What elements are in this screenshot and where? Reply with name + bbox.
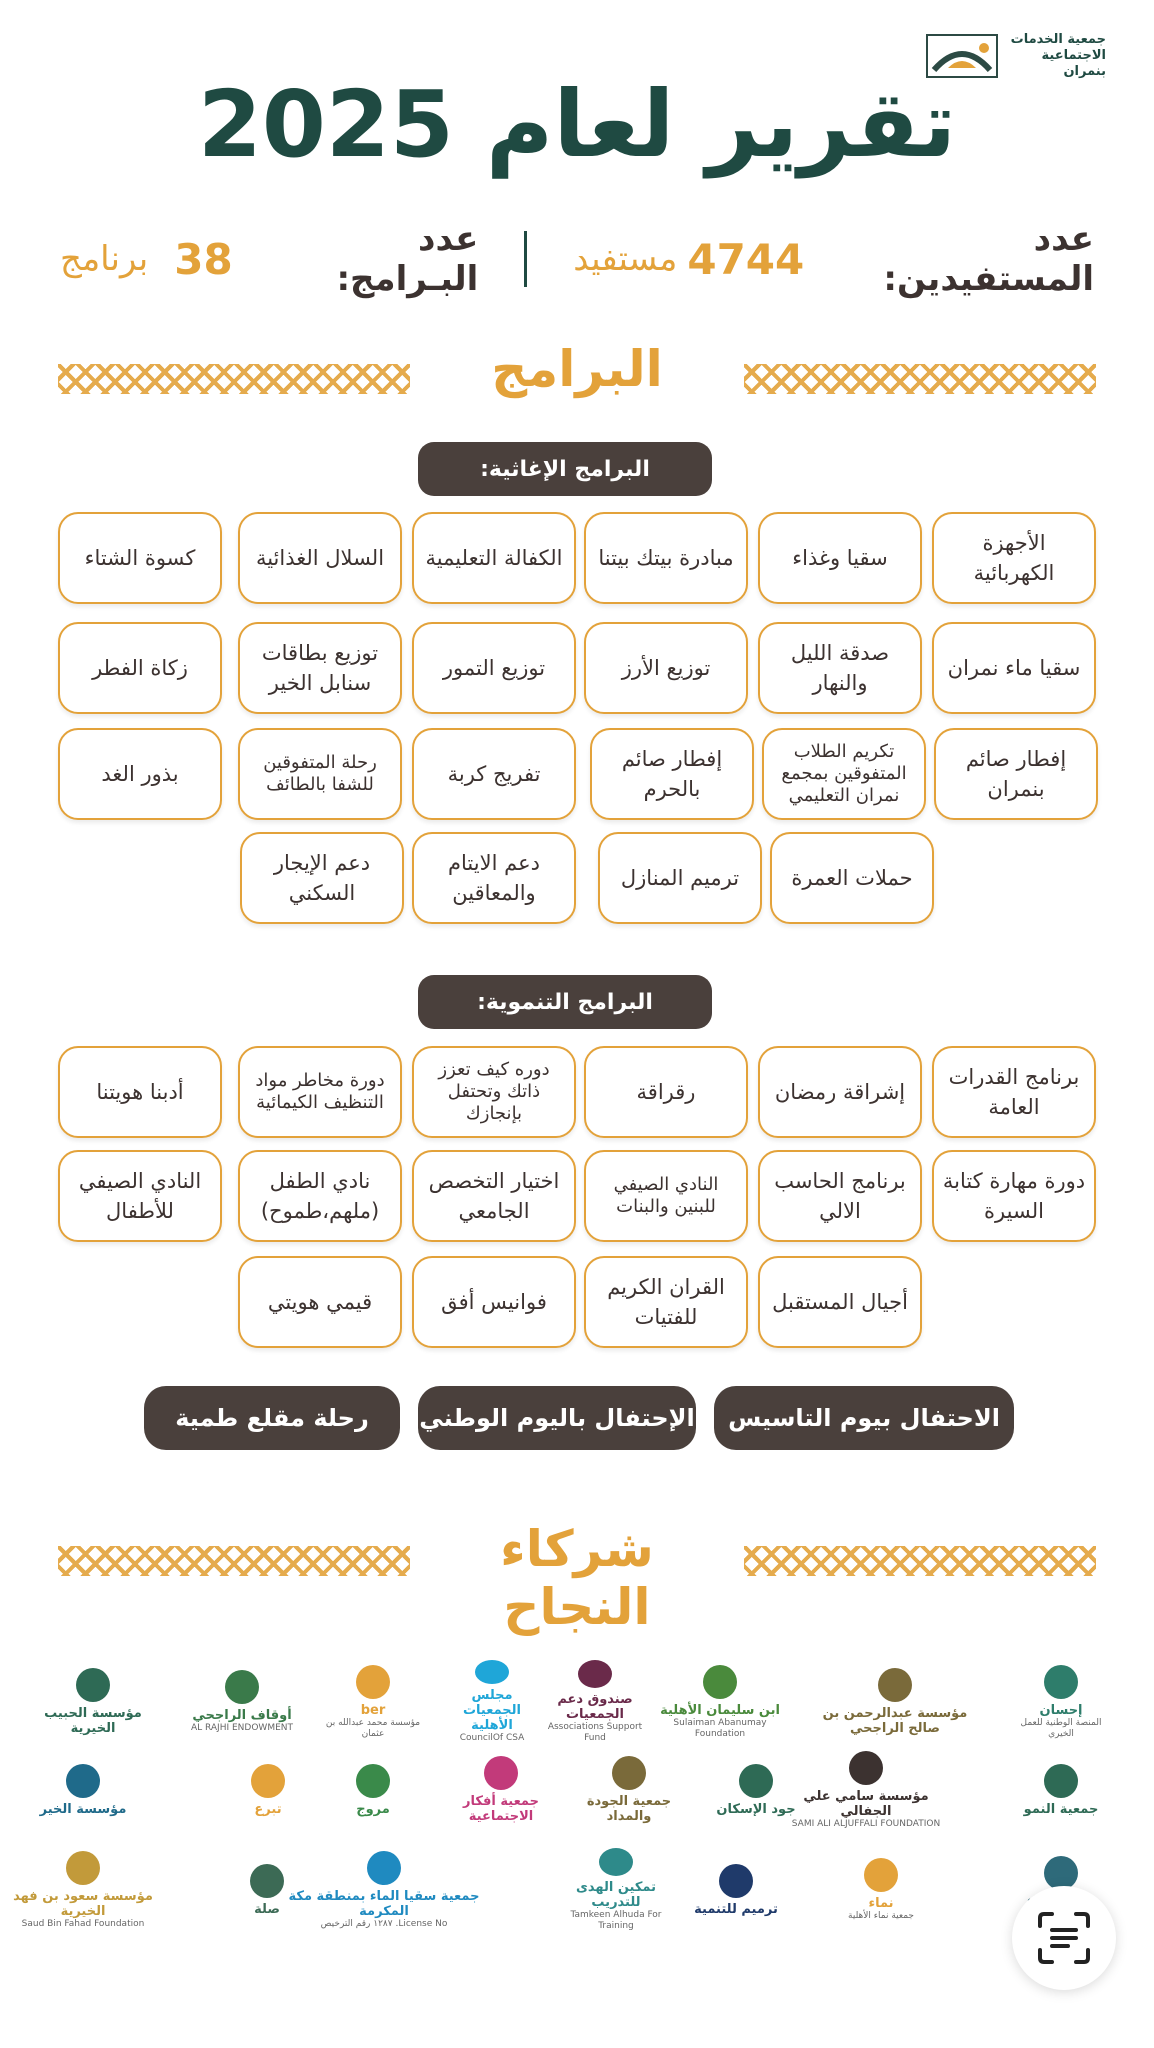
development-program-tile: قيمي هويتي <box>238 1256 402 1348</box>
partner-logo <box>182 1660 302 1744</box>
partner-logo <box>696 1748 816 1832</box>
partner-logo <box>212 1848 322 1932</box>
partner-logo <box>540 1660 650 1744</box>
relief-program-tile: الأجهزة الكهربائية <box>932 512 1096 604</box>
programs-count-unit: برنامج <box>60 239 149 279</box>
partner-name: جمعية سقيا الماء بمنطقة مكة المكرمة <box>288 1888 480 1919</box>
partner-subtitle: Sulaiman Abanumay Foundation <box>673 1717 767 1739</box>
partner-logo-icon <box>612 1756 646 1790</box>
partner-name: مؤسسة عبدالرحمن بن صالح الراجحي <box>822 1706 968 1736</box>
partner-logo-icon <box>66 1851 100 1885</box>
partner-subtitle: Associations Support Fund <box>547 1722 643 1743</box>
programs-count-label: عدد البـرامج: <box>336 219 479 299</box>
stats-row <box>60 219 1094 299</box>
page-title: تقرير لعام 2025 <box>197 71 957 178</box>
partner-logo-icon <box>878 1668 912 1702</box>
partner-name: ber <box>360 1702 386 1718</box>
partner-subtitle: المنصة الوطنية للعمل الخيري <box>1020 1717 1102 1739</box>
relief-program-tile: زكاة الفطر <box>58 622 222 714</box>
partner-logo-icon <box>864 1858 898 1892</box>
beneficiaries-label: عدد المستفيدين: <box>883 219 1094 299</box>
partner-logo-icon <box>739 1764 773 1798</box>
relief-program-tile: رحلة المتفوقين للشفا بالطائف <box>238 728 402 820</box>
partner-logo-icon <box>76 1668 110 1702</box>
relief-program-tile: حملات العمرة <box>770 832 934 924</box>
partner-logo-icon <box>703 1665 737 1699</box>
event-trip: رحلة مقلع طمية <box>144 1386 400 1450</box>
partner-logo-icon <box>599 1848 633 1876</box>
partner-subtitle: مؤسسة محمد عبدالله بن عثمان <box>325 1717 421 1739</box>
development-program-tile: دوره كيف تعزز ذاتك وتحتفل بإنجازك <box>412 1046 576 1138</box>
relief-program-tile: سقيا ماء نمران <box>932 622 1096 714</box>
partner-subtitle: License No. ١٢٨٧ رقم الترخيص <box>320 1918 448 1929</box>
partner-logo-icon <box>719 1864 753 1898</box>
partner-logo-icon <box>356 1665 390 1699</box>
partner-logo-icon <box>1044 1764 1078 1798</box>
partner-logo <box>318 1660 428 1744</box>
ornament-left-2 <box>58 1546 410 1576</box>
partner-logo <box>1016 1748 1106 1832</box>
development-program-tile: اختيار التخصص الجامعي <box>412 1150 576 1242</box>
partner-logo <box>820 1660 970 1744</box>
beneficiaries-unit: مستفيد <box>573 239 678 279</box>
beneficiaries-value: 4744 <box>687 234 805 284</box>
partner-logo-icon <box>849 1751 883 1785</box>
partner-logo-icon <box>578 1660 612 1688</box>
relief-program-tile: سقيا وغذاء <box>758 512 922 604</box>
relief-program-tile: السلال الغذائية <box>238 512 402 604</box>
programs-heading: البرامج <box>491 340 663 398</box>
partner-logo <box>574 1748 684 1832</box>
partner-logo <box>650 1660 790 1744</box>
relief-program-tile: مبادرة بيتك بيتنا <box>584 512 748 604</box>
scan-text-button[interactable] <box>1012 1886 1116 1990</box>
relief-program-tile: توزيع بطاقات سنابل الخير <box>238 622 402 714</box>
partner-name: أوقاف الراجحي <box>192 1708 292 1723</box>
partner-name: مؤسسة سعود بن فهد الخيرية <box>13 1888 153 1919</box>
partner-logo <box>1016 1660 1106 1744</box>
partner-name: ابن سليمان الأهلية <box>660 1702 780 1718</box>
partner-logo <box>318 1748 428 1832</box>
partner-logo-icon <box>225 1670 259 1704</box>
stats-divider <box>524 231 527 287</box>
partner-logo-icon <box>475 1660 509 1684</box>
development-program-tile: دورة مهارة كتابة السيرة <box>932 1150 1096 1242</box>
partner-logo <box>28 1660 158 1744</box>
ornament-right <box>744 364 1096 394</box>
relief-heading: البرامج الإغاثية: <box>418 442 712 496</box>
relief-program-tile: الكفالة التعليمية <box>412 512 576 604</box>
partner-logo-icon <box>367 1851 401 1885</box>
partner-name: صندوق دعم الجمعيات <box>557 1692 633 1722</box>
development-program-tile: أدبنا هويتنا <box>58 1046 222 1138</box>
partner-subtitle: Saud Bin Fahad Foundation <box>21 1918 145 1929</box>
partner-subtitle: AL RAJHI ENDOWMENT <box>190 1723 294 1733</box>
partner-subtitle: SAMI ALI ALJUFFALI FOUNDATION <box>791 1818 941 1829</box>
partner-name: جود الإسكان <box>716 1801 796 1817</box>
relief-program-tile: توزيع الأرز <box>584 622 748 714</box>
partner-logo <box>442 1660 542 1744</box>
org-name-line2: الاجتماعية بنمران <box>1041 48 1106 79</box>
development-program-tile: برنامج القدرات العامة <box>932 1046 1096 1138</box>
relief-program-tile: دعم الايتام والمعاقين <box>412 832 576 924</box>
partner-logo-icon <box>356 1764 390 1798</box>
partner-logo <box>8 1848 158 1932</box>
development-program-tile: دورة مخاطر مواد التنظيف الكيمائية <box>238 1046 402 1138</box>
relief-program-tile: بذور الغد <box>58 728 222 820</box>
partner-name: إحسان <box>1039 1702 1083 1718</box>
scan-text-icon <box>1036 1910 1092 1966</box>
relief-program-tile: ترميم المنازل <box>598 832 762 924</box>
relief-program-tile: صدقة الليل والنهار <box>758 622 922 714</box>
partner-name: جمعية النمو <box>1023 1801 1099 1817</box>
development-program-tile: أجيال المستقبل <box>758 1256 922 1348</box>
development-program-tile: النادي الصيفي للبنين والبنات <box>584 1150 748 1242</box>
development-program-tile: النادي الصيفي للأطفال <box>58 1150 222 1242</box>
partner-name: تمكين الهدى للتدريب <box>575 1880 657 1910</box>
partner-logo-icon <box>251 1764 285 1798</box>
development-program-tile: إشراقة رمضان <box>758 1046 922 1138</box>
partner-logo-icon <box>484 1756 518 1790</box>
ornament-left <box>58 364 410 394</box>
relief-program-tile: إفطار صائم بنمران <box>934 728 1098 820</box>
partner-subtitle: Tamkeen Alhuda For Training <box>570 1910 662 1931</box>
partner-name: مؤسسة الخير <box>39 1801 127 1817</box>
relief-program-tile: دعم الإيجار السكني <box>240 832 404 924</box>
partner-logo <box>8 1748 158 1832</box>
event-founding-day: الاحتفال بيوم التاسيس <box>714 1386 1014 1450</box>
partner-name: مؤسسة سامي علي الجفالي <box>803 1788 929 1819</box>
development-program-tile: برنامج الحاسب الالي <box>758 1150 922 1242</box>
partner-subtitle: جمعية نماء الأهلية <box>848 1911 914 1921</box>
partner-logo-icon <box>250 1864 284 1898</box>
partner-name: نماء <box>868 1896 894 1911</box>
development-program-tile: فوانيس أفق <box>412 1256 576 1348</box>
relief-program-tile: توزيع التمور <box>412 622 576 714</box>
development-heading: البرامج التنموية: <box>418 975 712 1029</box>
partner-logo-icon <box>1044 1856 1078 1890</box>
partner-name: مجلس الجمعيات الأهلية <box>462 1688 521 1733</box>
partner-name: ترميم للتنمية <box>694 1901 778 1917</box>
relief-program-tile: تكريم الطلاب المتفوقين بمجمع نمران التعليمي <box>762 728 926 820</box>
org-name-line1: جمعية الخدمات <box>1010 32 1106 47</box>
partner-name: مروج <box>356 1801 390 1817</box>
relief-program-tile: تفريج كربة <box>412 728 576 820</box>
partner-logo <box>446 1748 556 1832</box>
development-program-tile: القران الكريم للفتيات <box>584 1256 748 1348</box>
partner-logo-icon <box>1044 1665 1078 1699</box>
partner-name: جمعية أفكار الاجتماعية <box>462 1794 540 1824</box>
partner-name: جمعية الجودة والمداد <box>586 1794 672 1824</box>
programs-count-value: 38 <box>174 234 233 284</box>
relief-program-tile: إفطار صائم بالحرم <box>590 728 754 820</box>
development-program-tile: رقراقة <box>584 1046 748 1138</box>
development-program-tile: نادي الطفل (ملهم،طموح) <box>238 1150 402 1242</box>
partner-name: صلة <box>254 1901 280 1917</box>
partner-subtitle: CouncilOf CSA <box>459 1733 525 1743</box>
partner-logo <box>218 1748 318 1832</box>
partner-name: مؤسسة الحبيب الخيرية <box>44 1706 142 1736</box>
event-national-day: الإحتفال باليوم الوطني <box>418 1386 696 1450</box>
partner-logo <box>556 1848 676 1932</box>
relief-program-tile: كسوة الشتاء <box>58 512 222 604</box>
partner-logo <box>666 1848 806 1932</box>
partner-logo-icon <box>66 1764 100 1798</box>
partner-logo <box>806 1848 956 1932</box>
partner-name: تبرع <box>254 1801 282 1817</box>
ornament-right-2 <box>744 1546 1096 1576</box>
partners-heading: شركاء النجاح <box>500 1520 654 1636</box>
